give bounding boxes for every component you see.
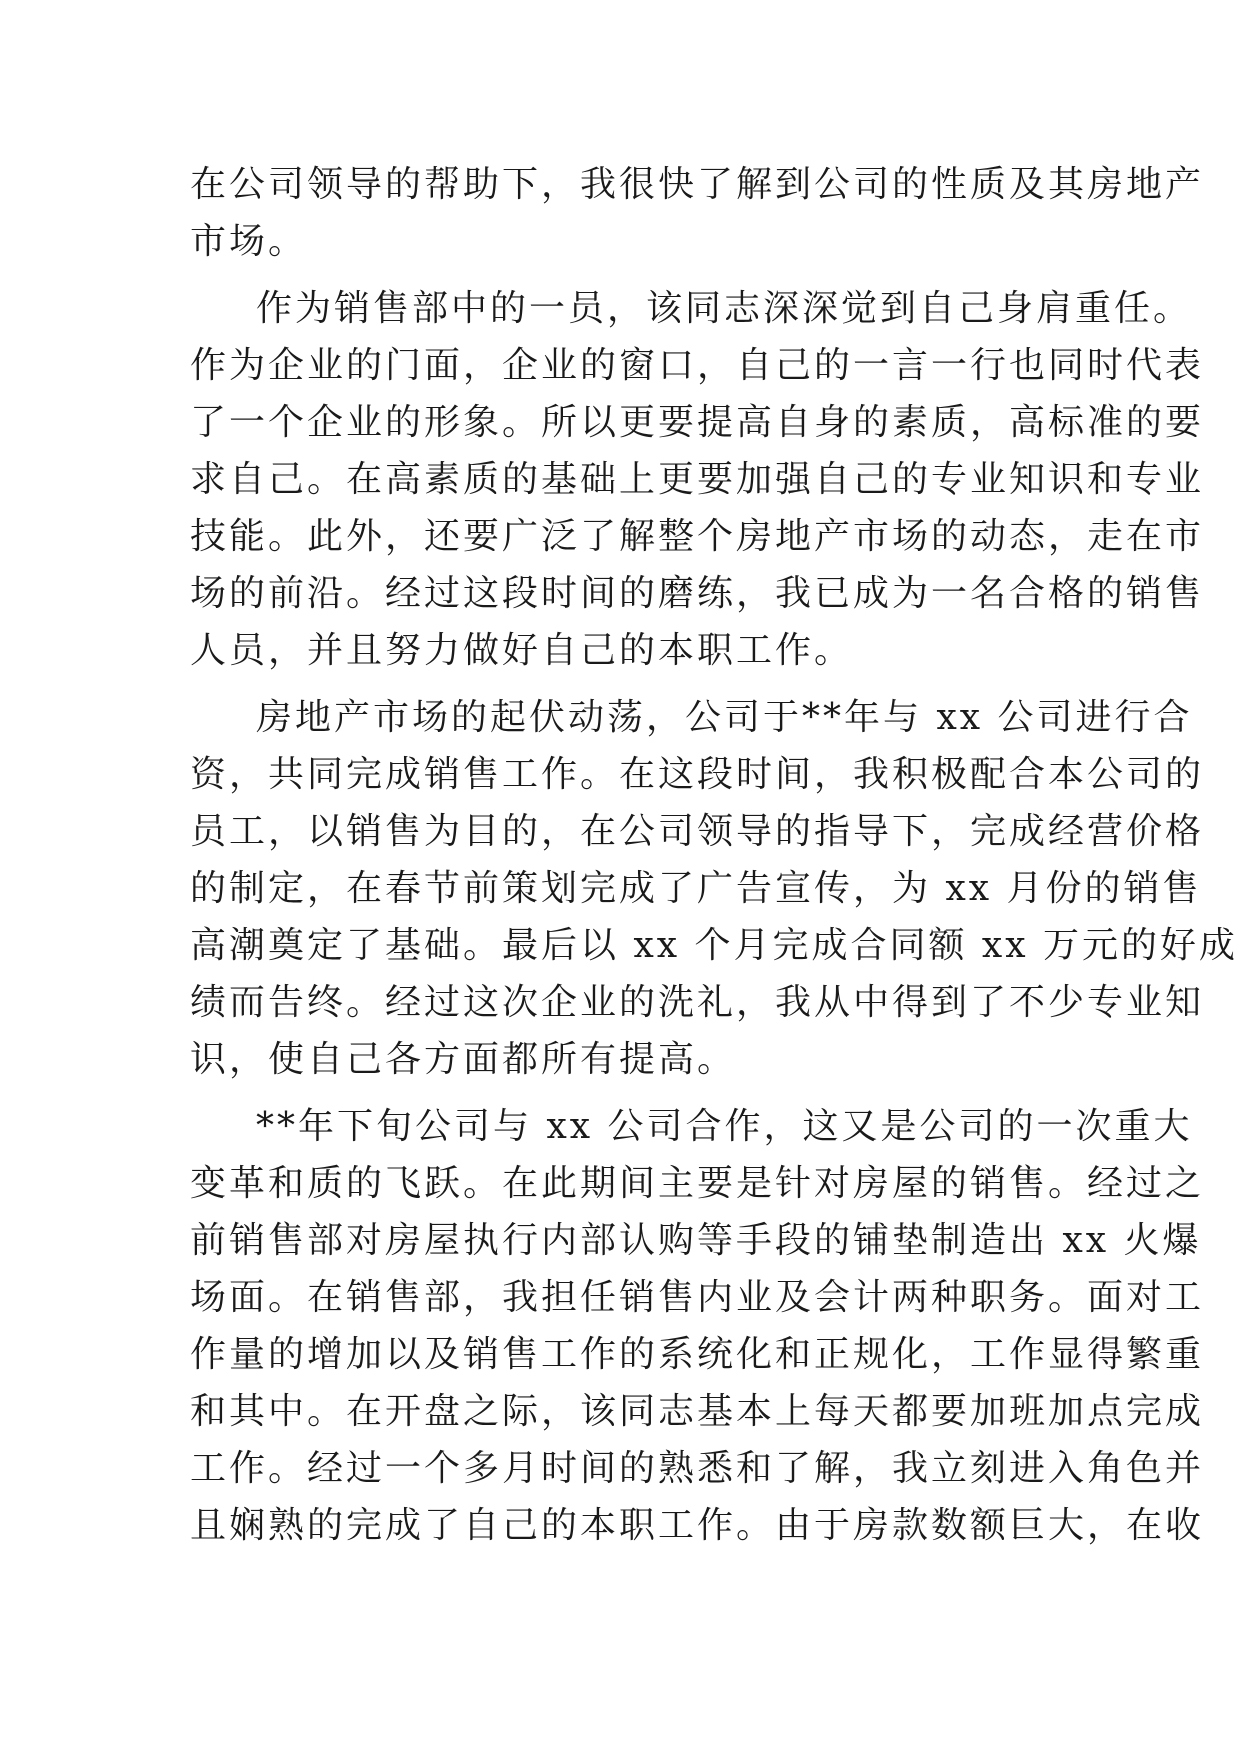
text-line: 技能。此外，还要广泛了解整个房地产市场的动态，走在市 bbox=[190, 516, 1205, 557]
paragraph-2 bbox=[190, 280, 1205, 679]
paragraph-3 bbox=[190, 689, 1238, 1088]
text-line: 求自己。在高素质的基础上更要加强自己的专业知识和专业 bbox=[190, 459, 1205, 500]
text-line: 场的前沿。经过这段时间的磨练，我已成为一名合格的销售 bbox=[190, 573, 1205, 614]
text-line: 工作。经过一个多月时间的熟悉和了解，我立刻进入角色并 bbox=[190, 1448, 1205, 1489]
paragraph-1 bbox=[190, 156, 1205, 270]
text-line: 员工，以销售为目的，在公司领导的指导下，完成经营价格 bbox=[190, 811, 1205, 852]
text-line: 场面。在销售部，我担任销售内业及会计两种职务。面对工 bbox=[190, 1277, 1205, 1318]
text-line: 作为企业的门面，企业的窗口，自己的一言一行也同时代表 bbox=[190, 345, 1205, 386]
paragraph-4 bbox=[190, 1098, 1205, 1554]
text-line: 识，使自己各方面都所有提高。 bbox=[190, 1039, 737, 1080]
text-line: 作量的增加以及销售工作的系统化和正规化，工作显得繁重 bbox=[190, 1334, 1205, 1375]
text-line: 的制定，在春节前策划完成了广告宣传，为 xx 月份的销售 bbox=[190, 868, 1202, 909]
text-line: 且娴熟的完成了自己的本职工作。由于房款数额巨大，在收 bbox=[190, 1505, 1205, 1546]
text-line: 前销售部对房屋执行内部认购等手段的铺垫制造出 xx 火爆 bbox=[190, 1220, 1202, 1261]
text-line: **年下旬公司与 xx 公司合作，这又是公司的一次重大 bbox=[256, 1106, 1193, 1147]
text-line: 房地产市场的起伏动荡，公司于**年与 xx 公司进行合 bbox=[256, 697, 1193, 738]
text-line: 资，共同完成销售工作。在这段时间，我积极配合本公司的 bbox=[190, 754, 1205, 795]
text-line: 绩而告终。经过这次企业的洗礼，我从中得到了不少专业知 bbox=[190, 982, 1205, 1023]
text-line: 变革和质的飞跃。在此期间主要是针对房屋的销售。经过之 bbox=[190, 1163, 1205, 1204]
text-line: 作为销售部中的一员，该同志深深觉到自己身肩重任。 bbox=[256, 288, 1193, 329]
text-line: 和其中。在开盘之际，该同志基本上每天都要加班加点完成 bbox=[190, 1391, 1205, 1432]
text-line: 高潮奠定了基础。最后以 xx 个月完成合同额 xx 万元的好成 bbox=[190, 925, 1238, 966]
text-line: 在公司领导的帮助下，我很快了解到公司的性质及其房地产 bbox=[190, 164, 1205, 205]
text-line: 市场。 bbox=[190, 221, 308, 262]
text-line: 人员，并且努力做好自己的本职工作。 bbox=[190, 630, 854, 671]
text-line: 了一个企业的形象。所以更要提高自身的素质，高标准的要 bbox=[190, 402, 1205, 443]
document-body bbox=[190, 156, 1238, 1554]
